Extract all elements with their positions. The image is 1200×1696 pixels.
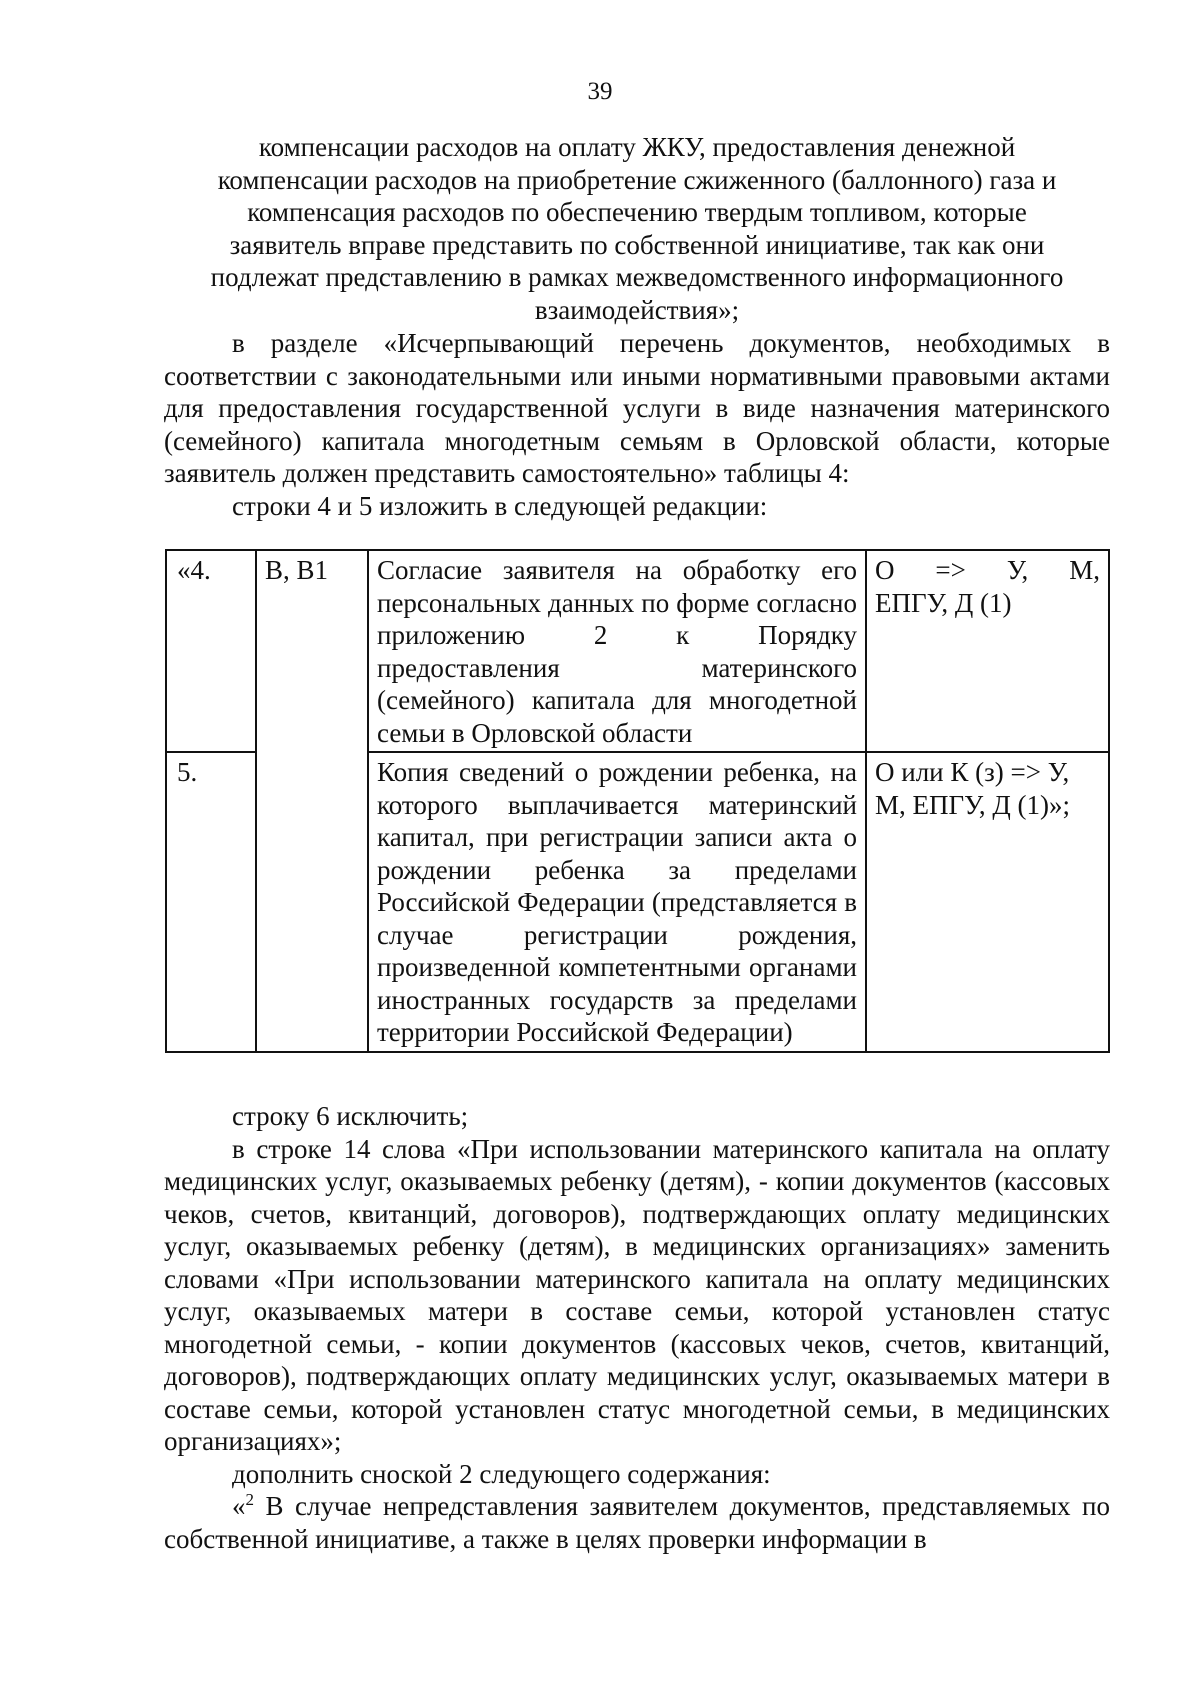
paragraph-section: в разделе «Исчерпывающий перечень документов, необходимых в соответствии с законодательными или иными нормативными правовыми актами для предоставления государственной услуги в виде назначения материнского (семейного) капитала многодетным семьям в Орловской области, которые заявитель должен представить самостоятельно» таблицы 4: — [164, 328, 1110, 488]
paragraph-rows: строки 4 и 5 изложить в следующей редакции: — [232, 490, 768, 521]
amendments-text — [164, 1100, 1110, 1555]
intro-text — [164, 131, 1110, 326]
paragraph-exclude: строку 6 исключить; — [232, 1101, 469, 1131]
footnote-marker: 2 — [245, 1490, 254, 1509]
row-number: «4. — [166, 550, 256, 752]
page-number: 39 — [587, 78, 613, 105]
paragraph-footnote-intro: дополнить сноской 2 следующего содержания: — [232, 1458, 771, 1489]
intro-line: взаимодействия»; — [534, 294, 740, 325]
footnote-text: В случае непредставления заявителем документов, представляемых по собственной инициативе, а также в целях проверки информации в — [164, 1491, 1110, 1554]
row-description: Согласие заявителя на обработку его персональных данных по форме согласно приложению 2 к Порядку предоставления материнского (семейного) капитала для многодетной семьи в Орловской области — [368, 550, 866, 752]
mode-part: У, — [1006, 555, 1029, 585]
intro-line: заявитель вправе представить по собственной инициативе, так как они — [229, 229, 1045, 260]
row-code: В, В1 — [256, 550, 368, 1052]
intro-line: компенсации расходов на оплату ЖКУ, предоставления денежной — [258, 132, 1016, 162]
row-description: Копия сведений о рождении ребенка, на которого выплачивается материнский капитал, при регистрации записи акта о рождении ребенка за пределами Российской Федерации (представляется в случае регистрации рождения, произведенной компетентными органами иностранных государств за пределами территории Российской Федерации) — [368, 752, 866, 1052]
intro-line: компенсации расходов на приобретение сжиженного (баллонного) газа и — [217, 164, 1057, 195]
documents-table — [165, 549, 1110, 1053]
footnote-paragraph — [164, 1490, 1110, 1555]
footnote-open-quote: « — [232, 1491, 246, 1521]
mode-part: О — [875, 555, 895, 585]
row-mode: О или К (з) => У, М, ЕПГУ, Д (1)»; — [866, 752, 1109, 1052]
mode-part: => — [935, 555, 966, 585]
mode-part: М, — [1069, 555, 1100, 585]
table-row — [166, 550, 1109, 752]
intro-line: компенсация расходов по обеспечению твердым топливом, которые — [247, 197, 1027, 227]
row-mode — [866, 550, 1109, 752]
mode-line: ЕПГУ, Д (1) — [875, 587, 1012, 618]
row-number: 5. — [166, 752, 256, 1052]
intro-line: подлежат представлению в рамках межведомственного информационного — [210, 262, 1064, 292]
section-instruction — [164, 327, 1110, 522]
paragraph-row14: в строке 14 слова «При использовании материнского капитала на оплату медицинских услуг, оказываемых ребенку (детям), - копии документов (кассовых чеков, счетов, квитанций, договоров), подтверждающих оплату медицинских услуг, оказываемых ребенку (детям), в медицинских организациях» заменить словами «При использовании материнского капитала на оплату медицинских услуг, оказываемых матери в составе семьи, которой установлен статус многодетной семьи, - копии документов (кассовых чеков, счетов, квитанций, договоров), подтверждающих оплату медицинских услуг, оказываемых матери в составе семьи, которой установлен статус многодетной семьи, в медицинских организациях»; — [164, 1133, 1110, 1456]
